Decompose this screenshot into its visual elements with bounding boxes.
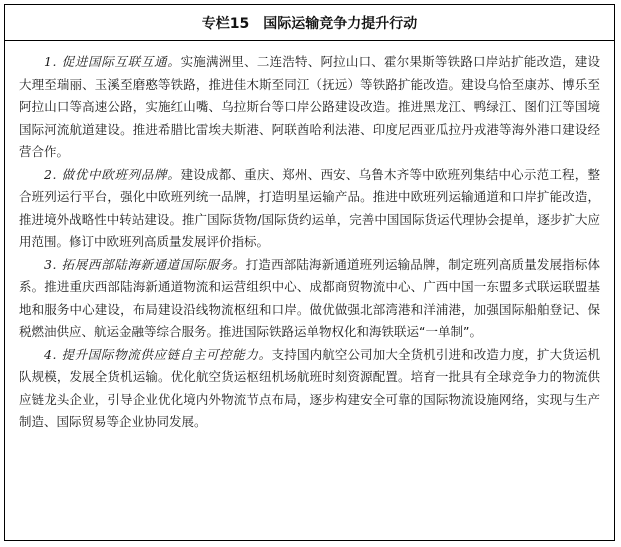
paragraph-3-lead: 3. 拓展西部陆海新通道国际服务。 — [44, 256, 246, 272]
paragraph-1 — [19, 51, 600, 164]
box-title: 国际运输竞争力提升行动 — [263, 15, 418, 32]
box-number: 专栏15 — [201, 15, 250, 32]
paragraph-2-lead: 2. 做优中欧班列品牌。 — [44, 166, 181, 182]
paragraph-1-lead: 1. 促进国际互联互通。 — [44, 54, 181, 69]
paragraph-1-body: 实施满洲里、二连浩特、阿拉山口、霍尔果斯等铁路口岸站扩能改造，建设大理至瑞丽、玉溪至磨憨等铁路，推进佳木斯至同江（抚远）等铁路扩能改造。建设乌恰至康苏、博乐至阿拉山口等高速公路，实施红山嘴、乌拉斯台等口岸公路建设改造。推进黑龙江、鸭绿江、图们江等国境国际河流航道建设。推进希腊比雷埃夫斯港、阿联酋哈利法港、印度尼西亚瓜拉丹戎港等海外港口建设经营合作。 — [19, 54, 600, 159]
paragraph-3-body: 打造西部陆海新通道班列运输品牌，制定班列高质量发展指标体系。推进重庆西部陆海新通道物流和运营组织中心、成都商贸物流中心、广西中国一东盟多式联运联盟基地和服务中心建设，布局建设沿线物流枢纽和口岸。做优做强北部湾港和洋浦港，加强国际船舶登记、保税燃油供应、航运金融等综合服务。推进国际铁路运单物权化和海铁联运“一单制”。 — [19, 256, 600, 339]
paragraph-3 — [19, 254, 600, 344]
feature-box — [4, 4, 615, 541]
box-content — [5, 41, 614, 434]
paragraph-2-body: 建设成都、重庆、郑州、西安、乌鲁木齐等中欧班列集结中心示范工程，整合班列运行平台，强化中欧班列统一品牌，打造明星运输产品。推进中欧班列运输通道和口岸扩能改造，推进境外战略性中转站建设。推广国际货物/国际货约运单，完善中国国际货运代理协会提单，逐步扩大应用范围。修订中欧班列高质量发展评价指标。 — [19, 166, 600, 249]
paragraph-4-lead: 4. 提升国际物流供应链自主可控能力。 — [44, 346, 272, 362]
paragraph-2 — [19, 164, 600, 254]
paragraph-4 — [19, 344, 600, 434]
paragraph-4-body: 支持国内航空公司加大全货机引进和改造力度，扩大货运机队规模，发展全货机运输。优化航空货运枢纽机场航班时刻资源配置。培育一批具有全球竞争力的物流供应链龙头企业，引导企业优化境内外物流节点布局，逐步构建安全可靠的国际物流设施网络，实现与生产制造、国际贸易等企业协同发展。 — [19, 346, 600, 429]
box-header — [5, 5, 614, 41]
